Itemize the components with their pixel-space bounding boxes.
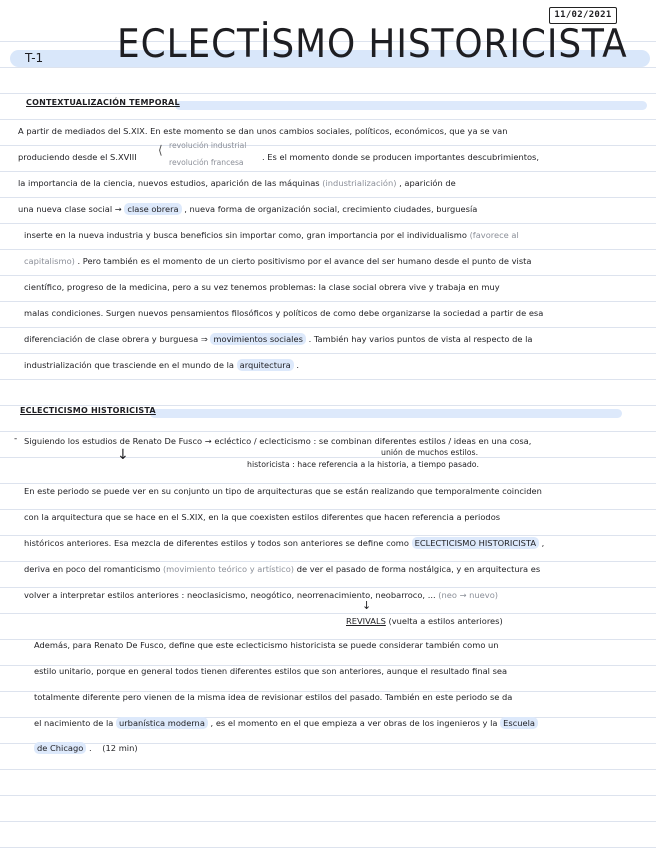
s2-bullet: - — [14, 434, 18, 444]
s1-line-4 — [18, 204, 477, 214]
s1-line-3a: la importancia de la ciencia, nuevos estudios, aparición de las máquinas — [18, 178, 320, 188]
page-title: ECLECTİSMO HISTORICISTA — [117, 22, 628, 67]
s2-p2-line-3: totalmente diferente pero vienen de la misma idea de revisionar estilos del pasado. También en este periodo se da — [34, 692, 513, 702]
branch-top: revolución industrial — [169, 141, 247, 150]
s2-p1-line-5-grey: (neo → nuevo) — [438, 590, 499, 600]
s2-highlight-eclecticismo: ECLECTICISMO HISTORICISTA — [412, 537, 539, 549]
s2-p2-line-4b: , es el momento en el que empieza a ver obras de los ingenieros y la — [210, 718, 498, 728]
s1-line-5-grey: (favorece al — [469, 230, 519, 240]
s2-line-1b: ecléctico / eclecticismo : — [214, 436, 317, 446]
s1-line-4b: , nueva forma de organización social, crecimiento ciudades, burguesía — [184, 204, 478, 214]
section2-heading-band — [150, 409, 622, 418]
s2-p1-line-4a: deriva en poco del romanticismo — [24, 564, 161, 574]
s1-line-5 — [24, 230, 519, 240]
s2-revivals-note: (vuelta a estilos anteriores) — [388, 616, 503, 626]
s2-p1-line-3b: , — [541, 538, 545, 548]
s2-p2-line-5b: . — [89, 743, 92, 753]
s2-line-1c: se combinan diferentes estilos / ideas en una cosa, — [318, 436, 532, 446]
s1-line-10 — [24, 360, 299, 370]
s1-line-10a: industrialización que trasciende en el mundo de la — [24, 360, 234, 370]
s2-p1-line-3 — [24, 538, 544, 548]
s2-p2-line-1: Además, para Renato De Fusco, define que este eclecticismo historicista se puede considerar también como un — [34, 640, 499, 650]
s2-p1-line-1: En este periodo se puede ver en su conjunto un tipo de arquitecturas que se están realizando que temporalmente coinciden — [24, 486, 542, 496]
s1-highlight-clase-obrera: clase obrera — [124, 203, 181, 215]
s1-line-6-grey: capitalismo) — [24, 256, 75, 266]
branch-bracket-icon: ⟨ — [158, 143, 163, 157]
s1-line-3-grey: (industrialización) — [322, 178, 397, 188]
s2-p2-line-2: estilo unitario, porque en general todos tienen diferentes estilos que son anteriores, aunque el resultado final sea — [34, 666, 508, 676]
s2-p1-line-5a: volver a interpretar estilos anteriores : neoclasicismo, neogótico, neorrenacimiento, neobarroco, ... — [24, 590, 436, 600]
down-arrow-icon: ↓ — [117, 447, 129, 463]
s2-p1-line-3a: históricos anteriores. Esa mezcla de diferentes estilos y todos son anteriores se define como — [24, 538, 409, 548]
s2-sub-2: historicista : hace referencia a la historia, a tiempo pasado. — [247, 460, 479, 469]
section1-heading: CONTEXTUALIZACIÓN TEMPORAL — [26, 98, 180, 107]
topic-code: T-1 — [25, 51, 44, 65]
s2-p2-line-5 — [34, 743, 138, 753]
s1-line-6b: . Pero también es el momento de un cierto positivismo por el avance del ser humano desde el punto de vista — [77, 256, 532, 266]
s1-line-9 — [24, 334, 532, 344]
branch-bottom: revolución francesa — [169, 158, 244, 167]
s1-line-10b: . — [296, 360, 299, 370]
section1-heading-band — [175, 101, 647, 110]
s1-highlight-arquitectura: arquitectura — [237, 359, 294, 371]
s1-line-6 — [24, 256, 532, 266]
s2-line-1a: Siguiendo los estudios de Renato De Fusco → — [24, 436, 212, 446]
s2-revivals-row — [346, 616, 503, 626]
s1-highlight-movimientos: movimientos sociales — [210, 333, 306, 345]
section2-heading: ECLECTICISMO HISTORICISTA — [20, 406, 156, 415]
s2-p1-line-4 — [24, 564, 540, 574]
s2-p2-line-4 — [34, 718, 538, 728]
s1-line-5a: inserte en la nueva industria y busca beneficios sin importar como, gran importancia por el individualismo — [24, 230, 467, 240]
s2-highlight-urbanistica: urbanística moderna — [116, 717, 208, 729]
s1-line-9b: . También hay varios puntos de vista al respecto de la — [308, 334, 533, 344]
s2-p1-line-5 — [24, 590, 498, 600]
s1-line-7: científico, progreso de la medicina, pero a su vez tenemos problemas: la clase social obrera vive y trabaja en muy — [24, 282, 500, 292]
s2-line-1 — [24, 436, 531, 446]
s1-line-8: malas condiciones. Surgen nuevos pensamientos filosóficos y políticos de como debe organizarse la sociedad a partir de esa — [24, 308, 544, 318]
s2-revivals: REVIVALS — [346, 616, 386, 626]
s1-line-9a: diferenciación de clase obrera y burguesa ⇒ — [24, 334, 208, 344]
down-arrow-icon-2: ↓ — [362, 599, 372, 612]
s2-p1-line-4b: de ver el pasado de forma nostálgica, y en arquitectura es — [296, 564, 541, 574]
s1-line-3 — [18, 178, 456, 188]
s1-line-2b: . Es el momento donde se producen importantes descubrimientos, — [262, 152, 540, 162]
s2-p2-line-4a: el nacimiento de la — [34, 718, 114, 728]
s2-p1-line-2: con la arquitectura que se hace en el S.XIX, en la que coexisten estilos diferentes que hacen referencia a periodos — [24, 512, 501, 522]
s1-line-2a: produciendo desde el S.XVIII — [18, 152, 137, 162]
s1-line-3b: , aparición de — [399, 178, 456, 188]
s2-time-note: (12 min) — [102, 743, 138, 753]
s2-highlight-chicago: de Chicago — [34, 742, 86, 754]
s2-p1-line-4-grey: (movimiento teórico y artístico) — [162, 564, 295, 574]
s1-line-4a: una nueva clase social → — [18, 204, 122, 214]
s2-sub-1: unión de muchos estilos. — [381, 448, 479, 457]
s1-line-1: A partir de mediados del S.XIX. En este momento se dan unos cambios sociales, políticos, económicos, que ya se van — [18, 126, 508, 136]
s2-highlight-escuela: Escuela — [500, 717, 538, 729]
date-box: 11/02/2021 — [549, 7, 617, 24]
